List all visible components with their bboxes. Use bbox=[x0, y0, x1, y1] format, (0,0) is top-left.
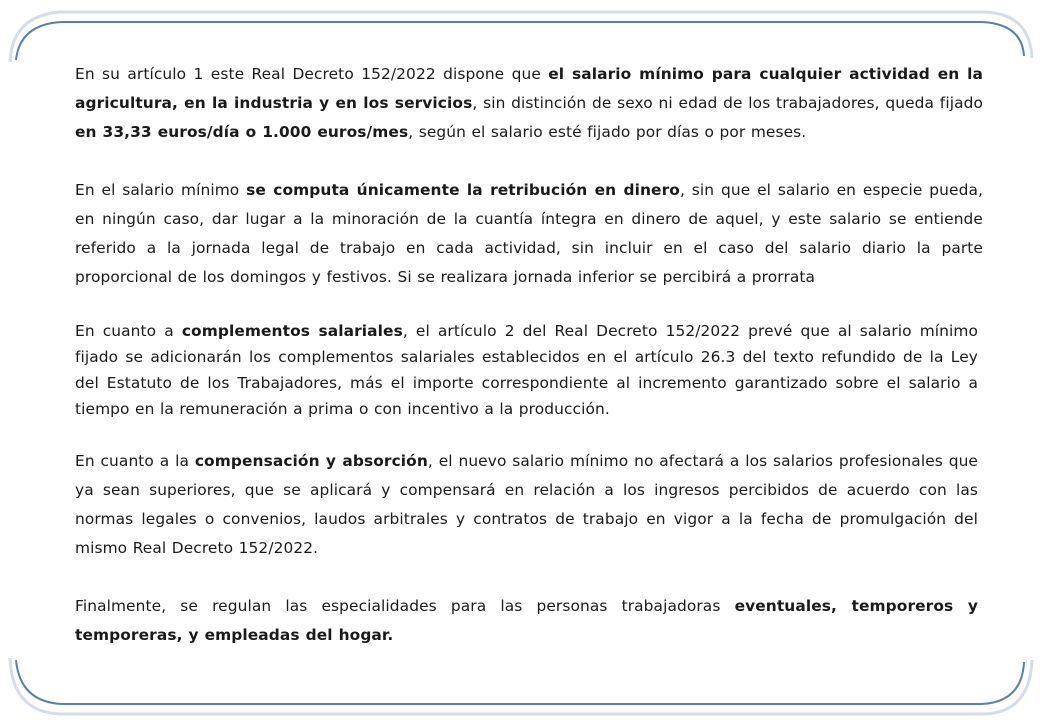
paragraph-complementos-salariales bbox=[75, 318, 978, 422]
bold-text-run: compensación y absorción bbox=[194, 452, 428, 470]
text-run: En el salario mínimo bbox=[75, 181, 247, 199]
text-run: En cuanto a la bbox=[75, 452, 195, 470]
paragraph-especialidades bbox=[75, 592, 978, 650]
text-run: , sin distinción de sexo ni edad de los trabajadores, queda fijado bbox=[472, 94, 983, 112]
paragraph-salario-minimo bbox=[75, 60, 983, 147]
text-run: Finalmente, se regulan las especialidades para las personas trabajadoras bbox=[75, 597, 735, 615]
bold-text-run: eventuales, temporeros y temporeras, y empleadas del hogar. bbox=[75, 597, 979, 644]
frame-inner-top bbox=[16, 22, 1024, 60]
bold-text-run: el salario mínimo para cualquier actividad en la agricultura, en la industria y en los servicios bbox=[75, 65, 983, 112]
text-run: En cuanto a bbox=[75, 322, 182, 340]
text-run: , según el salario esté fijado por días o por meses. bbox=[408, 123, 807, 141]
bold-text-run: complementos salariales bbox=[181, 322, 403, 340]
paragraph-retribucion-dinero bbox=[75, 176, 983, 292]
bold-text-run: en 33,33 euros/día o 1.000 euros/mes bbox=[75, 123, 409, 141]
frame-outer-bottom bbox=[10, 658, 1032, 714]
text-run: En su artículo 1 este Real Decreto 152/2022 dispone que bbox=[75, 65, 549, 83]
frame-outer-top bbox=[10, 12, 1032, 62]
text-run: , el artículo 2 del Real Decreto 152/2022 prevé que al salario mínimo fijado se adicionarán los complementos salariales establecidos en el artículo 26.3 del texto refundido de la Ley del Estatuto de los Trabajadores, más el importe correspondiente al incremento garantizado sobre el salario a tiempo en la remuneración a prima o con incentivo a la producción. bbox=[75, 322, 979, 418]
text-run: , el nuevo salario mínimo no afectará a los salarios profesionales que ya sean superiores, que se aplicará y compensará en relación a los ingresos percibidos de acuerdo con las normas legales o convenios, laudos arbitrales y contratos de trabajo en vigor a la fecha de promulgación del mismo Real Decreto 152/2022. bbox=[75, 452, 978, 557]
frame-inner-bottom bbox=[16, 660, 1024, 704]
paragraph-compensacion-absorcion bbox=[75, 447, 978, 563]
bold-text-run: se computa únicamente la retribución en dinero bbox=[246, 181, 680, 199]
text-run: , sin que el salario en especie pueda, en ningún caso, dar lugar a la minoración de la cuantía íntegra en dinero de aquel, y este salario se entiende referido a la jornada legal de trabajo en cada actividad, sin incluir en el caso del salario diario la parte proporcional de los domingos y festivos. Si se realizara jornada inferior se percibirá a prorrata bbox=[75, 181, 983, 286]
